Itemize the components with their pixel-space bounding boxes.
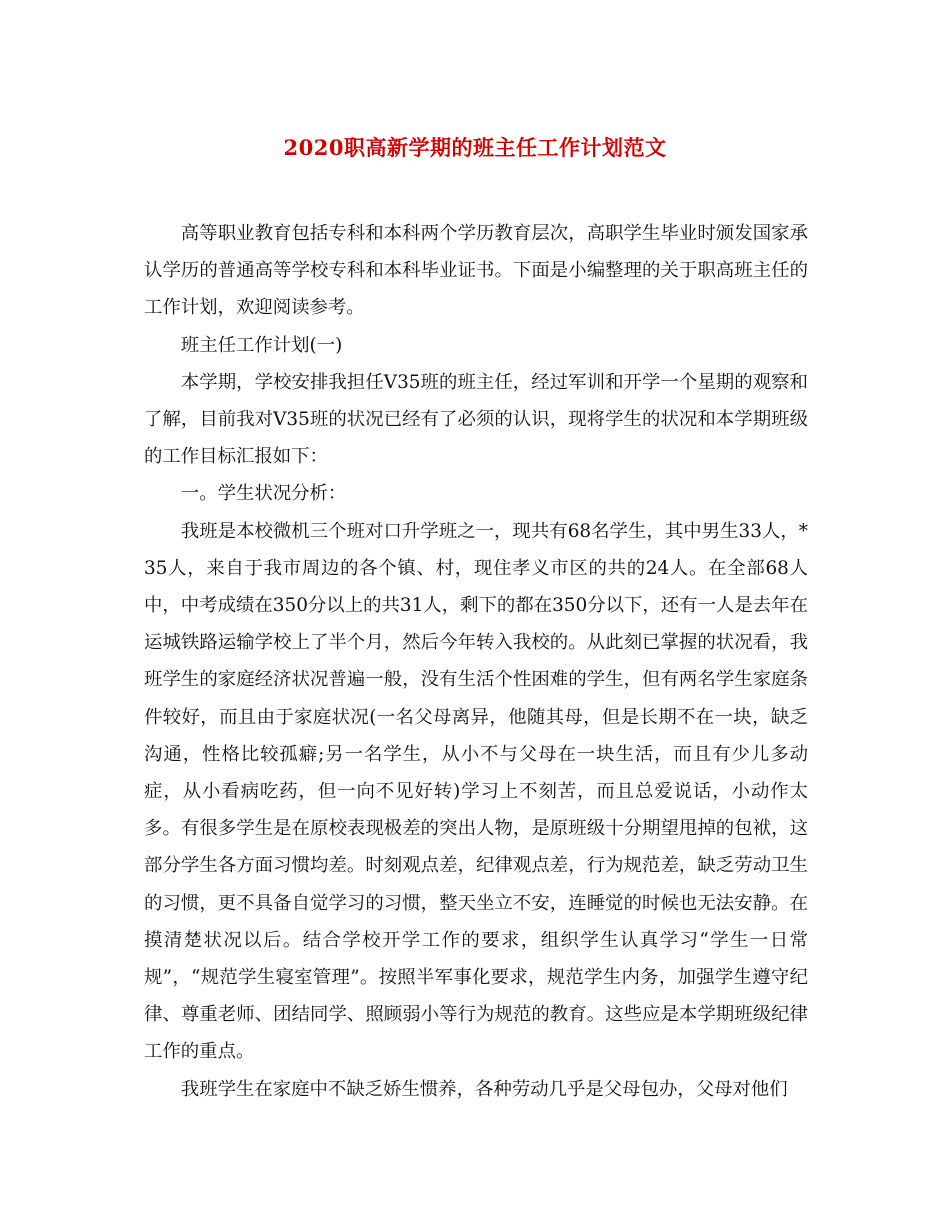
document-body <box>144 215 808 1108</box>
paragraph-class-situation: 我班是本校微机三个班对口升学班之一，现共有68名学生，其中男生33人，*35人，来自于我市周边的各个镇、村，现住孝义市区的共的24人。在全部68人中，中考成绩在350分以上的共31人，剩下的都在350分以下，还有一人是去年在运城铁路运输学校上了半个月，然后今年转入我校的。从此刻已掌握的状况看，我班学生的家庭经济状况普遍一般，没有生活个性困难的学生，但有两名学生家庭条件较好，而且由于家庭状况(一名父母离异，他随其母，但是长期不在一块，缺乏沟通，性格比较孤癖;另一名学生，从小不与父母在一块生活，而且有少儿多动症，从小看病吃药，但一向不见好转)学习上不刻苦，而且总爱说话，小动作太多。有很多学生是在原校表现极差的突出人物，是原班级十分期望甩掉的包袱，这部分学生各方面习惯均差。时刻观点差，纪律观点差，行为规范差，缺乏劳动卫生的习惯，更不具备自觉学习的习惯，整天坐立不安，连睡觉的时候也无法安静。在摸清楚状况以后。结合学校开学工作的要求，组织学生认真学习“学生一日常规”，“规范学生寝室管理”。按照半军事化要求，规范学生内务，加强学生遵守纪律、尊重老师、团结同学、照顾弱小等行为规范的教育。这些应是本学期班级纪律工作的重点。 <box>144 520 808 1063</box>
paragraph-intro: 高等职业教育包括专科和本科两个学历教育层次，高职学生毕业时颁发国家承认学历的普通高等学校专科和本科毕业证书。下面是小编整理的关于职高班主任的工作计划，欢迎阅读参考。 <box>144 223 808 319</box>
paragraph-family-habits: 我班学生在家庭中不缺乏娇生惯养，各种劳动几乎是父母包办，父母对他们 <box>180 1078 788 1100</box>
paragraph-heading-plan-one: 班主任工作计划(一) <box>180 334 343 356</box>
paragraph-semester-overview: 本学期，学校安排我担任V35班的班主任，经过军训和开学一个星期的观察和了解，目前我对V35班的状况已经有了必须的认识，现将学生的状况和本学期班级的工作目标汇报如下： <box>144 371 808 468</box>
document-title: 2020职高新学期的班主任工作计划范文 <box>283 135 667 160</box>
paragraph-heading-student-analysis: 一。学生状况分析： <box>180 483 347 505</box>
